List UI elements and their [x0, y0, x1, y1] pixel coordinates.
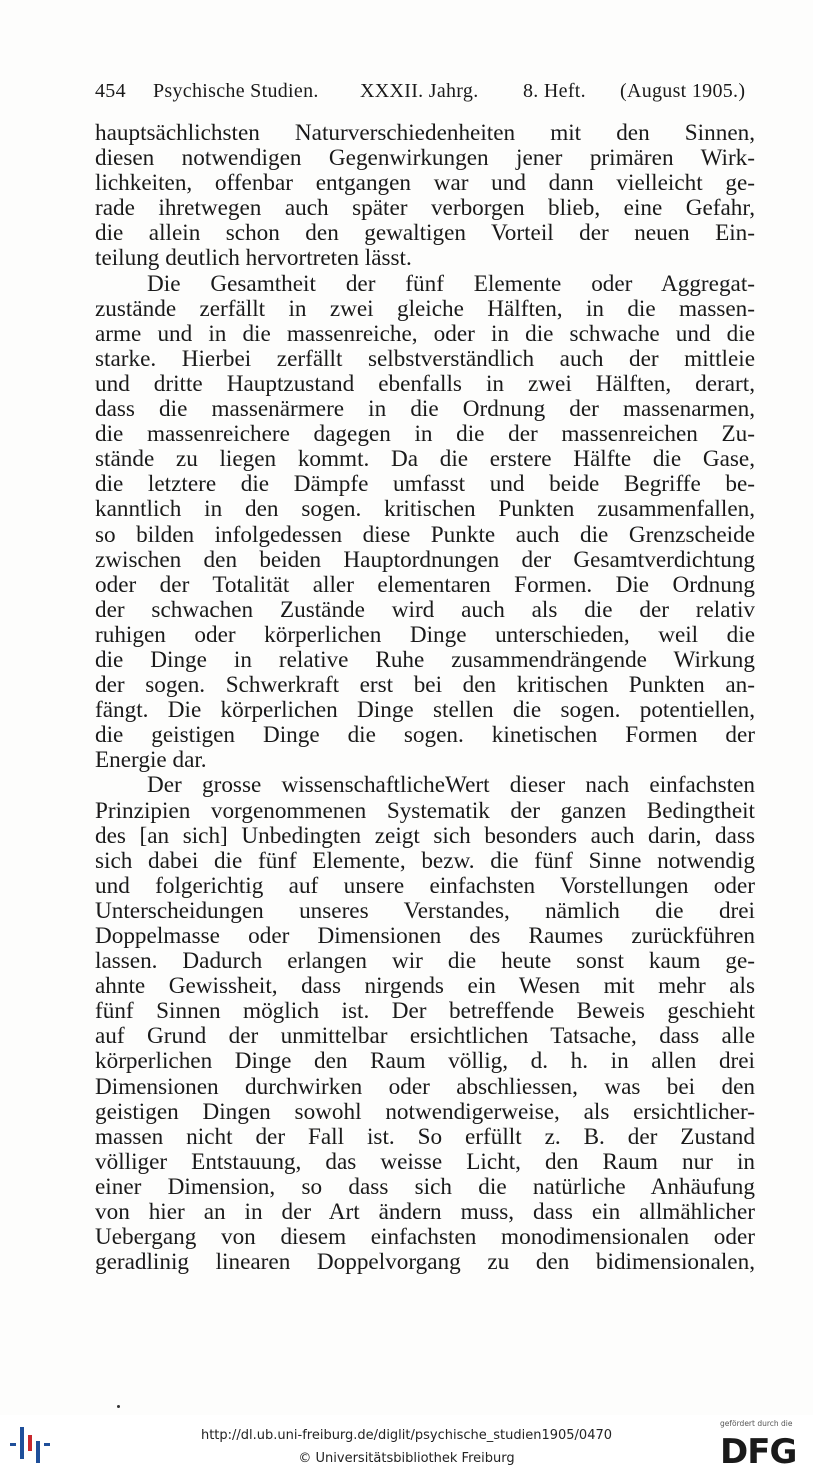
text-line: starke. Hierbei zerfällt selbstverständlich auch der mittleie [95, 346, 755, 372]
viewer-footer [0, 1415, 813, 1473]
text-line: körperlichen Dinge den Raum völlig, d. h. in allen drei [95, 1049, 755, 1075]
journal-date: (August 1905.) [620, 80, 746, 102]
text-line: Prinzipien vorgenommenen Systematik der ganzen Bedingtheit [95, 798, 755, 824]
journal-year: XXXII. Jahrg. [360, 80, 479, 102]
text-line: diesen notwendigen Gegenwirkungen jener primären Wirk- [95, 146, 755, 172]
text-line: die letztere die Dämpfe umfasst und beide Begriffe be- [95, 472, 755, 498]
text-line: Der grosse wissenschaftlicheWert dieser nach einfachsten [147, 773, 755, 799]
text-line: lassen. Dadurch erlangen wir die heute sonst kaum ge- [95, 949, 755, 975]
text-line: und folgerichtig auf unsere einfachsten Vorstellungen oder [95, 873, 755, 899]
text-line: einer Dimension, so dass sich die natürliche Anhäufung [95, 1174, 755, 1200]
text-line: die Dinge in relative Ruhe zusammendrängende Wirkung [95, 647, 755, 673]
dfg-caption: gefördert durch die [720, 1419, 793, 1428]
text-line: die massenreichere dagegen in die der massenreichen Zu- [95, 422, 755, 448]
text-line: der sogen. Schwerkraft erst bei den kritischen Punkten an- [95, 673, 755, 699]
text-line: stände zu liegen kommt. Da die erstere Hälfte die Gase, [95, 447, 755, 473]
text-line: zustände zerfällt in zwei gleiche Hälften, in die massen- [95, 296, 755, 322]
text-line: teilung deutlich hervortreten lässt. [95, 246, 412, 272]
text-line: oder der Totalität aller elementaren Formen. Die Ordnung [95, 572, 755, 598]
text-line: geradlinig linearen Doppelvorgang zu den bidimensionalen, [95, 1250, 755, 1276]
dfg-logo-text: DFG [720, 1432, 797, 1468]
text-line: Dimensionen durchwirken oder abschliessen, was bei den [95, 1074, 755, 1100]
text-line: hauptsächlichsten Naturverschiedenheiten mit den Sinnen, [95, 121, 755, 146]
text-line: zwischen den beiden Hauptordnungen der Gesamtverdichtung [95, 547, 755, 573]
text-line: ruhigen oder körperlichen Dinge unterschieden, weil die [95, 622, 755, 648]
text-line: Unterscheidungen unseres Verstandes, nämlich die drei [95, 898, 755, 924]
journal-issue: 8. Heft. [523, 80, 586, 102]
copyright-notice: © Universitätsbibliothek Freiburg [298, 1451, 515, 1466]
page-number: 454 [95, 80, 126, 102]
text-line: fängt. Die körperlichen Dinge stellen die sogen. potentiellen, [95, 698, 755, 724]
text-line: des [an sich] Unbedingten zeigt sich besonders auch darin, dass [95, 823, 755, 849]
text-line: dass die massenärmere in die Ordnung der massenarmen, [95, 397, 755, 423]
text-line: arme und in die massenreiche, oder in die schwache und die [95, 321, 755, 347]
permalink-url[interactable]: http://dl.ub.uni-freiburg.de/diglit/psychische_studien1905/0470 [200, 1428, 613, 1443]
text-line: kanntlich in den sogen. kritischen Punkten zusammenfallen, [95, 497, 755, 523]
text-line: völliger Entstauung, das weisse Licht, den Raum nur in [95, 1149, 755, 1175]
journal-title: Psychische Studien. [153, 80, 319, 102]
text-line: die allein schon den gewaltigen Vorteil der neuen Ein- [95, 221, 755, 247]
text-line: ahnte Gewissheit, dass nirgends ein Wesen mit mehr als [95, 974, 755, 1000]
running-header [95, 80, 755, 112]
text-line: so bilden infolgedessen diese Punkte auch die Grenzscheide [95, 522, 755, 548]
text-line: massen nicht der Fall ist. So erfüllt z. B. der Zustand [95, 1124, 755, 1150]
dfg-logo-icon [716, 1430, 806, 1468]
text-line: auf Grund der unmittelbar ersichtlichen Tatsache, dass alle [95, 1024, 755, 1050]
text-line: fünf Sinnen möglich ist. Der betreffende Beweis geschieht [95, 999, 755, 1025]
text-line: geistigen Dingen sowohl notwendigerweise, als ersichtlicher- [95, 1099, 755, 1125]
text-line: lichkeiten, offenbar entgangen war und dann vielleicht ge- [95, 171, 755, 197]
text-line: der schwachen Zustände wird auch als die der relativ [95, 597, 755, 623]
scan-speck [117, 1405, 120, 1408]
body-text [95, 121, 755, 1275]
text-line: Die Gesamtheit der fünf Elemente oder Aggregat- [147, 271, 755, 297]
text-line: Uebergang von diesem einfachsten monodimensionalen oder [95, 1225, 755, 1251]
text-line: von hier an in der Art ändern muss, dass ein allmählicher [95, 1200, 755, 1226]
text-line: und dritte Hauptzustand ebenfalls in zwei Hälften, derart, [95, 371, 755, 397]
text-line: Doppelmasse oder Dimensionen des Raumes zurückführen [95, 924, 755, 949]
text-line: sich dabei die fünf Elemente, bezw. die fünf Sinne notwendig [95, 848, 755, 874]
text-line: die geistigen Dinge die sogen. kinetischen Formen der [95, 723, 755, 749]
text-line: rade ihretwegen auch später verborgen blieb, eine Gefahr, [95, 196, 755, 222]
text-line: Energie dar. [95, 748, 207, 774]
